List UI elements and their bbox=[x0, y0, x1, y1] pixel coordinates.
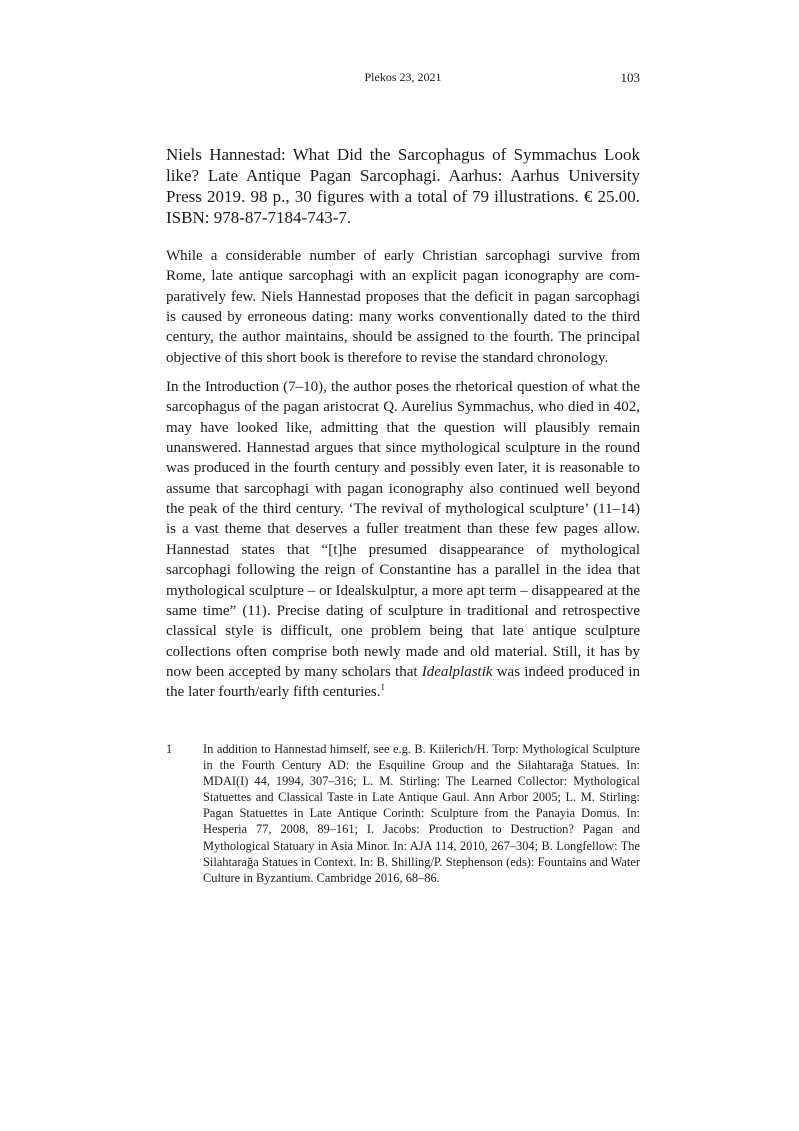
footnote-reference[interactable]: 1 bbox=[380, 682, 385, 693]
footnote-number: 1 bbox=[166, 742, 173, 756]
page-number: 103 bbox=[620, 70, 640, 85]
running-header bbox=[166, 70, 640, 90]
review-title: Niels Hannestad: What Did the Sarcophagus of Symmachus Look like? Late Antique Pagan Sarcophagi. Aarhus: Aarhus University Press 2019. 98 p., 30 figures with a total of 79 illustrations. € 25.00. ISBN: 978-87-7184-743-7. bbox=[166, 145, 640, 227]
journal-title: Plekos 23, 2021 bbox=[364, 70, 442, 84]
paragraph-1: While a considerable number of early Christian sarcophagi survive from Rome, late antique sarcophagi with an explicit pagan iconography are comparatively few. Niels Hannestad proposes that the deficit in pagan sarcophagi is caused by erroneous dating: many works conventionally dated to the third century, the author maintains, should be assigned to the fourth. The principal objective of this short book is therefore to revise the standard chronology. bbox=[166, 248, 640, 366]
footnote bbox=[166, 741, 640, 886]
footnote-text: In addition to Hannestad himself, see e.g. B. Kiilerich/H. Torp: Mythological Sculpture in the Fourth Century AD: the Esquiline Group and the Silahtarağa Statues. In: MDAI(I) 44, 1994, 307–316; L. M. Stirling: The Learned Collector: Mythological Statuettes and Classical Taste in Late Antique Gaul. Ann Arbor 2005; L. M. Stirling: Pagan Statuettes in Late Antique Corinth: Sculpture from the Panayia Domus. In: Hesperia 77, 2008, 89–161; I. Jacobs: Production to Destruction? Pagan and Mythological Statuary in Asia Minor. In: AJA 114, 2010, 267–304; B. Longfellow: The Silahtarağa Statues in Context. In: B. Shilling/P. Stephenson (eds): Fountains and Water Culture in Byzantium. Cambridge 2016, 68–86. bbox=[203, 742, 640, 885]
paragraph-2-italic-term: Idealplastik bbox=[421, 663, 493, 680]
paragraph-2-end: was indeed produced in the later fourth/early fifth centuries. bbox=[166, 663, 640, 701]
paragraph-2-text: In the Introduction (7–10), the author poses the rhetorical question of what the sarcophagus of the pagan aristocrat Q. Aurelius Symmachus, who died in 402, may have looked like, admitting that the question will plausibly remain unanswered. Hannestad argues that since mythological sculpture in the round was produced in the fourth century and possibly even later, it is reasonable to assume that sarcophagi with pagan iconography also continued well beyond the peak of the third century. ‘The revival of mythological sculpture’ (11–14) is a vast theme that deserves a fuller treatment than these few pages allow. Hannestad states that “[t]he presumed disappearance of mythological sarcophagi following the reign of Constantine has a parallel in the idea that mythological sculpture – or Idealskulptur, a more apt term – disappeared at the same time” (11). Precise dating of sculpture in traditional and retrospective classical style is difficult, one problem being that late antique sculpture collections often comprise both newly made and old material. Still, it has by now been accepted by many scholars that bbox=[166, 379, 640, 680]
review-body bbox=[166, 246, 640, 712]
paragraph-2 bbox=[166, 377, 640, 703]
